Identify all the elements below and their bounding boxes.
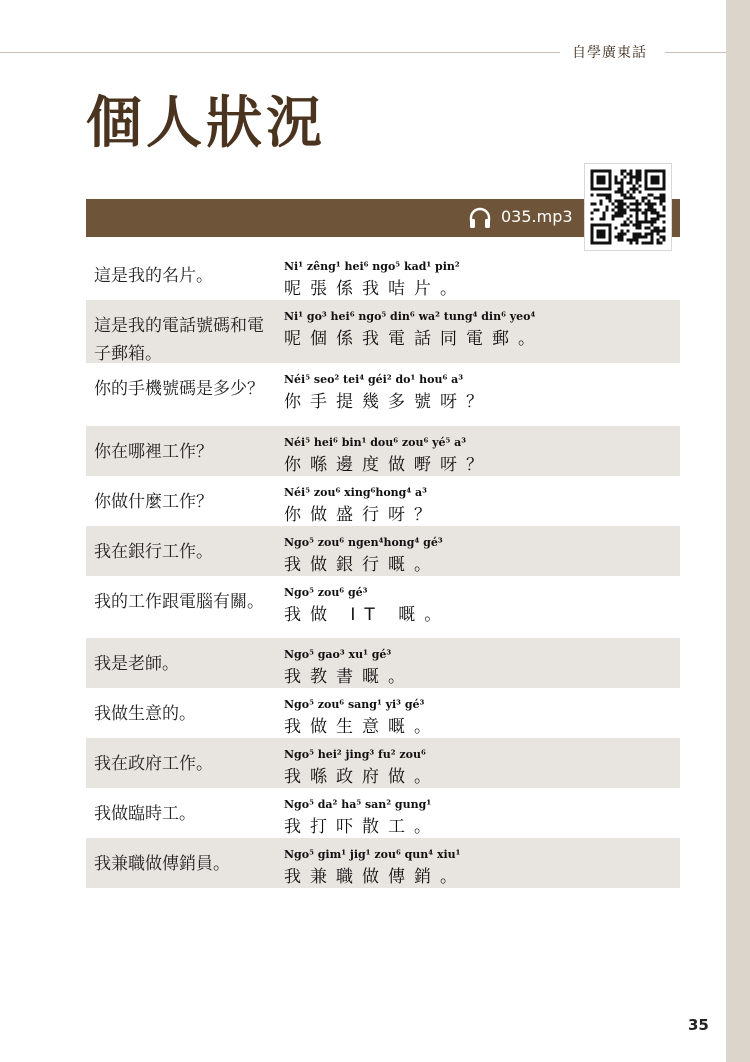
- cantonese-text: 你手提幾多號呀？: [284, 392, 492, 412]
- cantonese-text: 我做生意嘅。: [284, 717, 440, 737]
- phrase-row: [86, 738, 680, 788]
- phrase-row: [86, 688, 680, 738]
- phrase-row: [86, 300, 680, 363]
- phrase-row: [86, 838, 680, 888]
- side-strip: [726, 0, 750, 1062]
- qr-code[interactable]: [585, 164, 671, 250]
- jyutping-text: Ngo⁵ hei² jing³ fu² zou⁶: [284, 748, 426, 761]
- mandarin-text: 這是我的名片。: [94, 266, 213, 286]
- jyutping-text: Néi⁵ zou⁶ xing⁶hong⁴ a³: [284, 486, 427, 499]
- mandarin-text: 你做什麼工作？: [94, 492, 213, 512]
- jyutping-text: Ngo⁵ da² ha⁵ san² gung¹: [284, 798, 432, 811]
- cantonese-text: 我打吓散工。: [284, 817, 440, 837]
- phrase-row: [86, 476, 680, 526]
- jyutping-text: Néi⁵ seo² tei⁴ géi² do¹ hou⁶ a³: [284, 373, 464, 386]
- headphones-icon[interactable]: [468, 206, 492, 230]
- phrase-row: [86, 526, 680, 576]
- cantonese-text: 呢個係我電話同電郵。: [284, 329, 544, 349]
- jyutping-text: Ngo⁵ gao³ xu¹ gé³: [284, 648, 392, 661]
- cantonese-text: 我喺政府做。: [284, 767, 440, 787]
- mandarin-text: 我的工作跟電腦有關。: [94, 592, 264, 612]
- mandarin-text: 我在銀行工作。: [94, 542, 213, 562]
- mandarin-text: 這是我的電話號碼和電子郵箱。: [94, 316, 264, 364]
- mandarin-text: 我在政府工作。: [94, 754, 213, 774]
- cantonese-text: 我做銀行嘅。: [284, 555, 440, 575]
- header-rule: [0, 52, 560, 53]
- mandarin-text: 你在哪裡工作？: [94, 442, 213, 462]
- cantonese-text: 你做盛行呀？: [284, 505, 440, 525]
- audio-file-label[interactable]: 035.mp3: [501, 207, 573, 226]
- cantonese-text: 我做 IT 嘅。: [284, 605, 451, 625]
- mandarin-text: 你的手機號碼是多少？: [94, 379, 264, 399]
- header-rule-right: [665, 52, 726, 53]
- cantonese-text: 我兼職做傳銷。: [284, 867, 466, 887]
- cantonese-text: 我教書嘅。: [284, 667, 414, 687]
- jyutping-text: Ngo⁵ zou⁶ ngen⁴hong⁴ gé³: [284, 536, 443, 549]
- page-title: 個人狀況: [86, 91, 326, 156]
- page-number: 35: [688, 1016, 709, 1034]
- mandarin-text: 我做臨時工。: [94, 804, 196, 824]
- jyutping-text: Ngo⁵ zou⁶ sang¹ yi³ gé³: [284, 698, 425, 711]
- mandarin-text: 我做生意的。: [94, 704, 196, 724]
- phrase-table: [86, 250, 680, 888]
- phrase-row: [86, 250, 680, 300]
- jyutping-text: Néi⁵ hei⁶ bin¹ dou⁶ zou⁶ yé⁵ a³: [284, 436, 467, 449]
- phrase-row: [86, 576, 680, 638]
- jyutping-text: Ngo⁵ gim¹ jig¹ zou⁶ qun⁴ xiu¹: [284, 848, 461, 861]
- phrase-row: [86, 638, 680, 688]
- cantonese-text: 你喺邊度做嘢呀？: [284, 455, 492, 475]
- phrase-row: [86, 426, 680, 476]
- phrase-row: [86, 363, 680, 426]
- cantonese-text: 呢張係我咭片。: [284, 279, 466, 299]
- phrase-row: [86, 788, 680, 838]
- mandarin-text: 我是老師。: [94, 654, 179, 674]
- jyutping-text: Ni¹ go³ hei⁶ ngo⁵ din⁶ wa² tung⁴ din⁶ yeo⁴: [284, 310, 536, 323]
- book-title: 自學廣東話: [572, 45, 647, 61]
- mandarin-text: 我兼職做傳銷員。: [94, 854, 230, 874]
- jyutping-text: Ngo⁵ zou⁶ gé³: [284, 586, 368, 599]
- jyutping-text: Ni¹ zêng¹ hei⁶ ngo⁵ kad¹ pin²: [284, 260, 460, 273]
